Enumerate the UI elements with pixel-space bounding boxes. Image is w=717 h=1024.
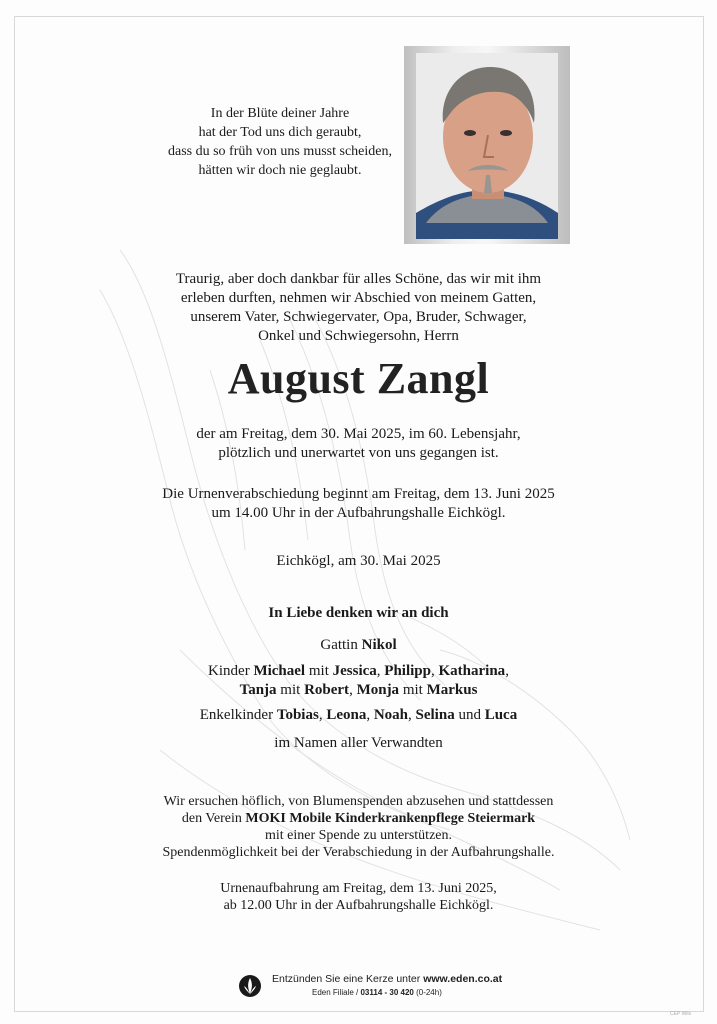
children-line: [0, 662, 717, 681]
ceremony-line: Die Urnenverabschiedung beginnt am Freitag, dem 13. Juni 2025: [162, 486, 555, 502]
grandchild-name: Tobias: [276, 707, 319, 723]
donation-line: Wir ersuchen höflich, von Blumenspenden abzusehen und stattdessen: [163, 794, 554, 809]
announcement-intro: [0, 270, 717, 346]
connector: mit: [305, 663, 333, 679]
verse-line: dass du so früh von uns musst scheiden,: [168, 144, 392, 159]
grandchild-name: Leona: [326, 707, 367, 723]
connector: mit: [399, 682, 427, 698]
death-notice: [0, 425, 717, 463]
relatives-line: im Namen aller Verwandten: [274, 735, 443, 751]
child-name: Michael: [253, 663, 306, 679]
wife-name: Nikol: [361, 637, 397, 653]
deceased-portrait: [416, 53, 558, 239]
child-name: Katharina: [438, 663, 506, 679]
donation-line: Spendenmöglichkeit bei der Verabschiedung in der Aufbahrungshalle.: [162, 845, 555, 860]
children-line: [0, 681, 717, 700]
separator: ,: [376, 663, 385, 679]
partner-name: Jessica: [332, 663, 377, 679]
connector: mit: [276, 682, 305, 698]
children-prefix: Kinder: [208, 663, 254, 679]
donation-prefix: den Verein: [181, 811, 246, 826]
viewing-line: Urnenaufbahrung am Freitag, dem 13. Juni 2025,: [220, 881, 497, 896]
donation-request: [0, 793, 717, 861]
print-credit: CEP Wils: [670, 1011, 692, 1017]
separator: ,: [349, 682, 357, 698]
separator: ,: [431, 663, 439, 679]
deceased-name: August Zangl: [227, 354, 490, 403]
funeral-home-logo-icon: [238, 974, 262, 998]
mourner-wife: [0, 636, 717, 655]
hours-label: (0-24h): [413, 988, 442, 997]
branch-line: [312, 988, 442, 997]
intro-line: Traurig, aber doch dankbar für alles Schöne, das wir mit ihm: [175, 271, 542, 287]
separator: ,: [366, 707, 374, 723]
intro-line: unserem Vater, Schwiegervater, Opa, Bruder, Schwager,: [190, 309, 527, 325]
death-line: plötzlich und unerwartet von uns gegangen ist.: [218, 445, 499, 461]
ceremony-line: um 14.00 Uhr in der Aufbahrungshalle Eichkögl.: [211, 505, 506, 521]
verse-line: hat der Tod uns dich geraubt,: [198, 125, 362, 140]
memorial-verse: [150, 104, 410, 180]
portrait-image: [416, 53, 558, 239]
child-name: Philipp: [384, 663, 431, 679]
separator: ,: [408, 707, 416, 723]
candle-text: Entzünden Sie eine Kerze unter: [272, 973, 424, 985]
intro-line: Onkel und Schwiegersohn, Herrn: [258, 328, 459, 344]
partner-name: Markus: [426, 682, 478, 698]
separator: ,: [318, 707, 327, 723]
website-link[interactable]: www.eden.co.at: [423, 973, 503, 985]
death-line: der am Freitag, dem 30. Mai 2025, im 60. Lebensjahr,: [196, 426, 521, 442]
connector: und: [454, 707, 485, 723]
viewing-info: [0, 880, 717, 914]
portrait-frame: [404, 46, 570, 244]
viewing-line: ab 12.00 Uhr in der Aufbahrungshalle Eichkögl.: [223, 898, 494, 913]
child-name: Tanja: [239, 682, 277, 698]
phone-number: 03114 - 30 420: [360, 988, 414, 997]
mourner-children: [0, 662, 717, 700]
partner-name: Robert: [304, 682, 350, 698]
donation-line: [0, 810, 717, 827]
charity-name: MOKI Mobile Kinderkrankenpflege Steiermark: [245, 811, 536, 826]
separator: ,: [505, 663, 509, 679]
verse-line: In der Blüte deiner Jahre: [210, 106, 350, 121]
intro-line: erleben durften, nehmen wir Abschied von meinem Gatten,: [180, 290, 537, 306]
wife-prefix: Gattin: [320, 637, 362, 653]
grandchild-name: Noah: [373, 707, 409, 723]
love-heading: In Liebe denken wir an dich: [268, 605, 449, 621]
grandchildren-prefix: Enkelkinder: [199, 707, 277, 723]
grandchild-name: Luca: [484, 707, 518, 723]
candle-line: [272, 973, 502, 985]
verse-line: hätten wir doch nie geglaubt.: [198, 163, 362, 178]
funeral-home-footer: [238, 970, 503, 1002]
grandchild-name: Selina: [415, 707, 455, 723]
place-date: Eichkögl, am 30. Mai 2025: [276, 553, 441, 569]
child-name: Monja: [356, 682, 400, 698]
ceremony-info: [0, 485, 717, 523]
donation-line: mit einer Spende zu unterstützen.: [265, 828, 452, 843]
branch-label: Eden Filiale /: [312, 988, 361, 997]
mourner-grandchildren: [0, 706, 717, 725]
